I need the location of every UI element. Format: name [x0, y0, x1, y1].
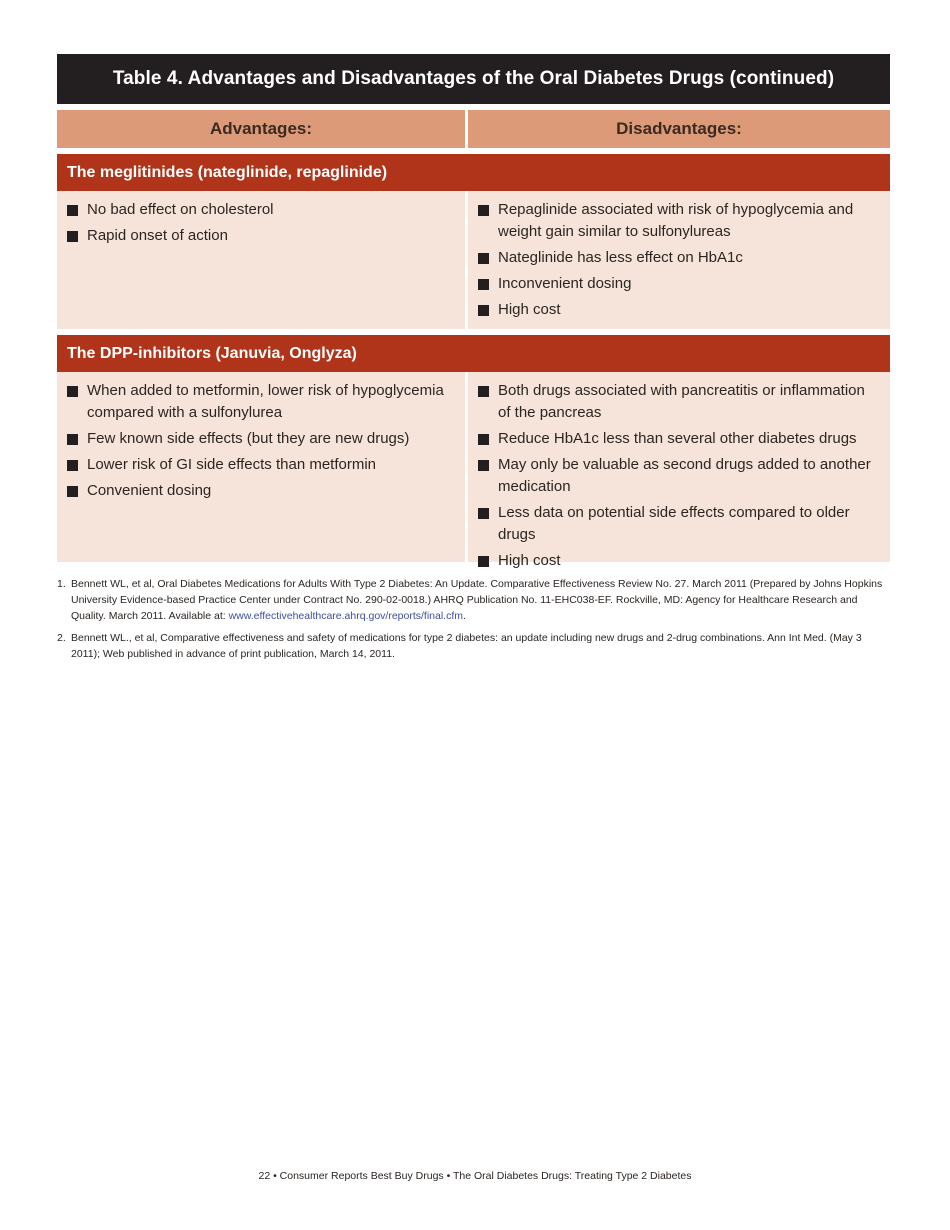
footnote-2	[57, 630, 887, 662]
disadvantages-cell	[468, 191, 890, 329]
list-item: Both drugs associated with pancreatitis or inflammation of the pancreas	[478, 380, 880, 424]
bullet-square-icon	[478, 508, 489, 519]
bullet-square-icon	[478, 386, 489, 397]
bullet-square-icon	[478, 434, 489, 445]
footnote-number: 1.	[57, 578, 66, 590]
list-item: Reduce HbA1c less than several other diabetes drugs	[478, 428, 880, 450]
section-body-meglitinides	[57, 191, 890, 329]
list-item: May only be valuable as second drugs added to another medication	[478, 454, 880, 498]
advantages-cell	[57, 191, 465, 329]
bullet-square-icon	[67, 205, 78, 216]
bullet-square-icon	[478, 305, 489, 316]
list-item: Nateglinide has less effect on HbA1c	[478, 247, 880, 269]
list-item: Repaglinide associated with risk of hypoglycemia and weight gain similar to sulfonylureas	[478, 199, 880, 243]
table-title: Table 4. Advantages and Disadvantages of the Oral Diabetes Drugs (continued)	[57, 54, 890, 104]
section-body-dpp-inhibitors	[57, 372, 890, 569]
list-item: Few known side effects (but they are new drugs)	[67, 428, 455, 450]
bullet-square-icon	[67, 460, 78, 471]
advantages-header: Advantages:	[57, 110, 465, 148]
comparison-table	[57, 54, 890, 569]
list-item: Rapid onset of action	[67, 225, 455, 247]
list-item: Inconvenient dosing	[478, 273, 880, 295]
page-footer: 22 • Consumer Reports Best Buy Drugs • The Oral Diabetes Drugs: Treating Type 2 Diabetes	[258, 1170, 692, 1182]
footnote-1: 1. Bennett WL, et al, Oral Diabetes Medications for Adults With Type 2 Diabetes: An Update. Comparative Effectiveness Review No. 27. March 2011 (Prepared by Johns Hopkins University Evidence-based Practice Center under Contract No. 290-02-0018.) AHRQ Publication No. 11-EHC038-EF. Rockville, MD: Agency for Healthcare Research and Quality. March 2011. Available at: www.effectivehealthcare.ahrq.gov/reports/final.cfm.	[57, 578, 883, 622]
list-item: Convenient dosing	[67, 480, 455, 502]
section-header-dpp-inhibitors: The DPP-inhibitors (Januvia, Onglyza)	[57, 335, 890, 372]
bullet-square-icon	[478, 556, 489, 567]
disadvantages-cell	[468, 372, 890, 569]
list-item: Less data on potential side effects compared to older drugs	[478, 502, 880, 546]
footnote-number: 2.	[57, 632, 66, 644]
advantages-cell	[57, 372, 465, 562]
bullet-square-icon	[478, 279, 489, 290]
disadvantages-header: Disadvantages:	[468, 110, 890, 148]
bullet-square-icon	[67, 486, 78, 497]
footnote-text: Bennett WL, et al, Oral Diabetes Medications for Adults With Type 2 Diabetes: An Update. Comparative Effectiveness Review No. 27. March 2011 (Prepared by Johns Hopkins University Evidence-based Practice Center under Contract No. 290-02-0018.) AHRQ Publication No. 11-EHC038-EF. Rockville, MD: Agency for Healthcare Research and Quality. March 2011. Available at:	[71, 578, 883, 622]
list-item: High cost	[478, 550, 880, 572]
list-item: When added to metformin, lower risk of hypoglycemia compared with a sulfonylurea	[67, 380, 455, 424]
bullet-square-icon	[67, 386, 78, 397]
list-item: High cost	[478, 299, 880, 321]
reference-link[interactable]: www.effectivehealthcare.ahrq.gov/reports/final.cfm	[228, 610, 464, 622]
footnotes	[57, 576, 887, 668]
list-item: Lower risk of GI side effects than metformin	[67, 454, 455, 476]
bullet-square-icon	[478, 460, 489, 471]
bullet-square-icon	[478, 253, 489, 264]
list-item: No bad effect on cholesterol	[67, 199, 455, 221]
bullet-square-icon	[67, 231, 78, 242]
section-header-meglitinides: The meglitinides (nateglinide, repaglinide)	[57, 154, 890, 191]
table-header-row	[57, 110, 890, 148]
bullet-square-icon	[67, 434, 78, 445]
bullet-square-icon	[478, 205, 489, 216]
footnote-text: Bennett WL., et al, Comparative effectiveness and safety of medications for type 2 diabetes: an update including new drugs and 2-drug combinations. Ann Int Med. (May 3 2011); Web published in advance of print publication, March 14, 2011.	[71, 632, 862, 660]
